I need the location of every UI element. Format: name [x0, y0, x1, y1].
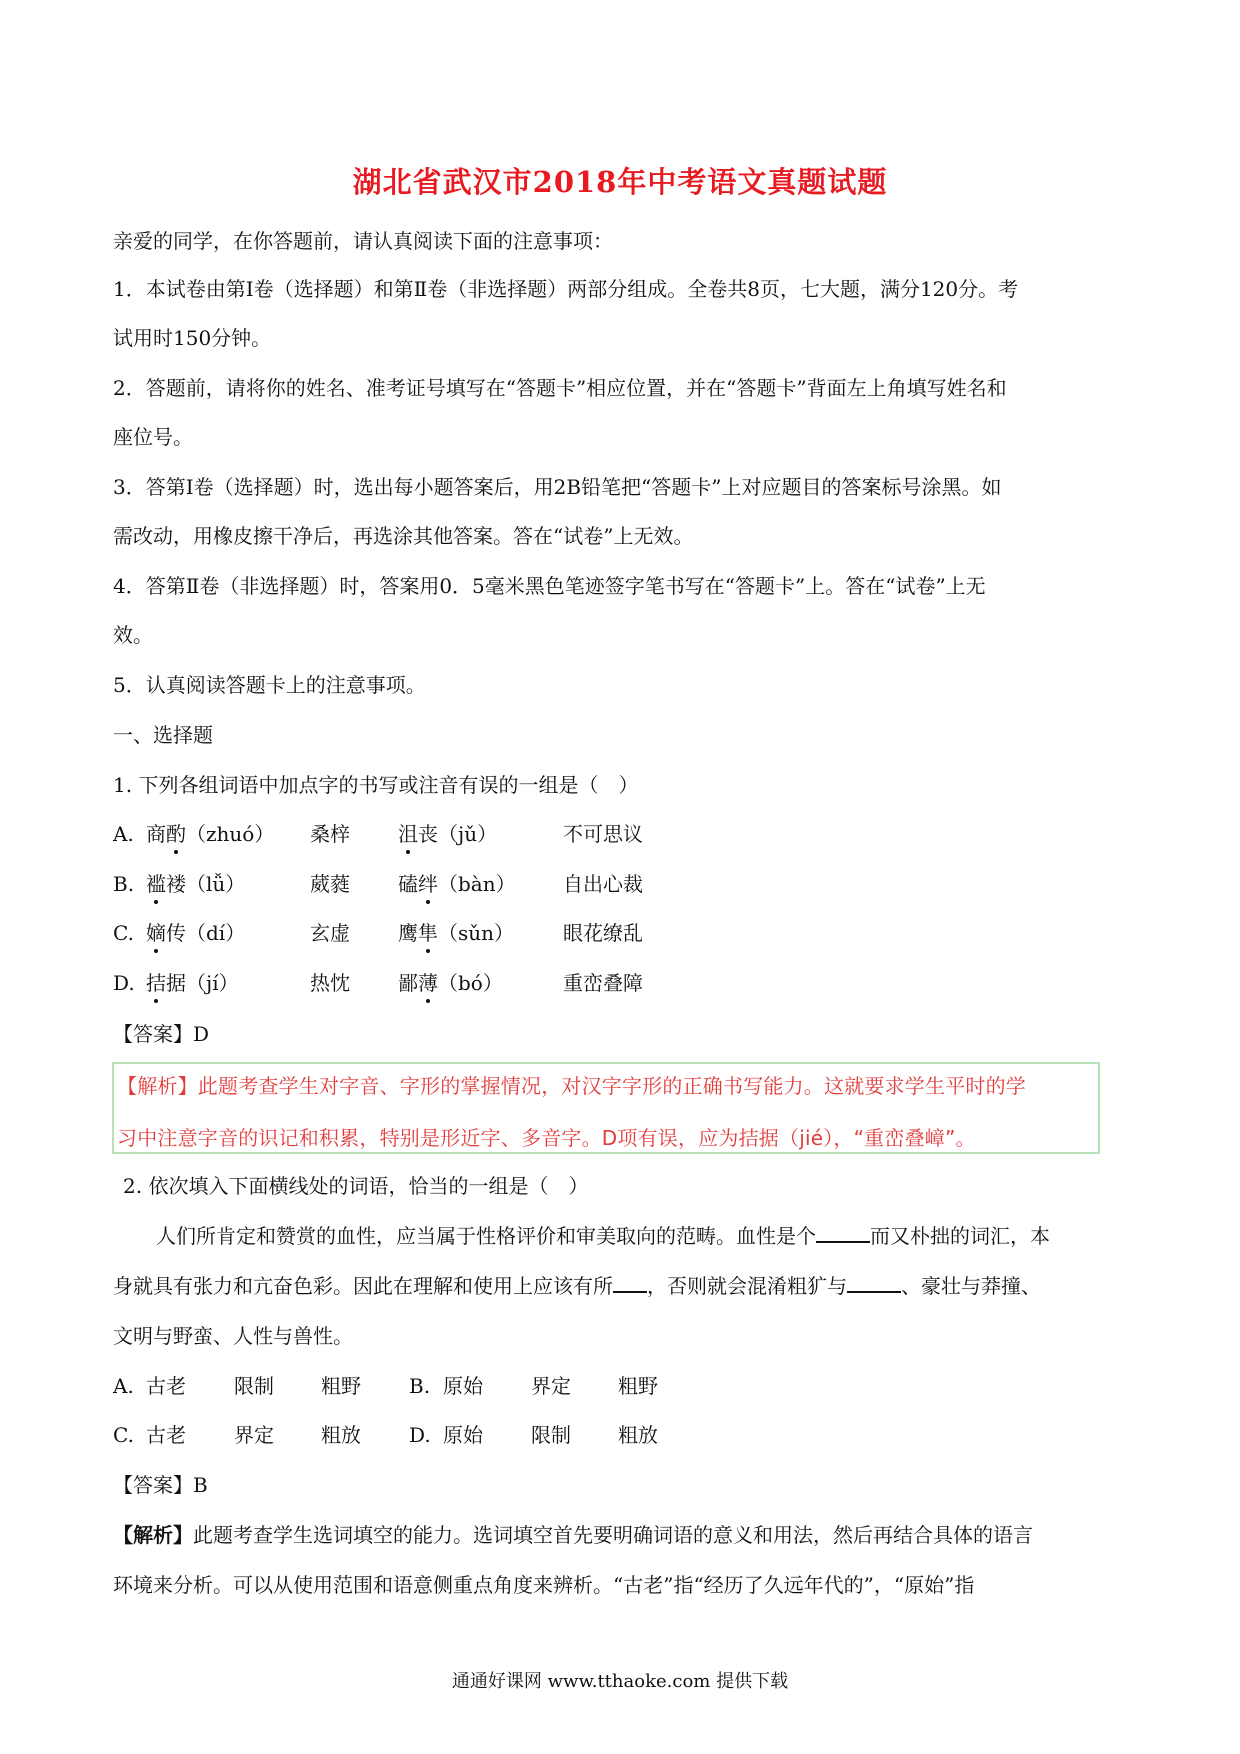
option-label: B. — [113, 872, 135, 896]
blank-3 — [847, 1273, 901, 1293]
option-word-1: 嫡传（dí） — [146, 921, 246, 945]
q2-answer: 【答案】B — [113, 1473, 208, 1497]
notice-5: 5．认真阅读答题卡上的注意事项。 — [113, 673, 426, 697]
option-label: C. — [113, 1423, 134, 1447]
notice-3-line1: 3．答第Ⅰ卷（选择题）时，选出每小题答案后，用2B铅笔把“答题卡”上对应题目的答案标号涂黑。如 — [113, 475, 1002, 499]
option-word-2: 玄虚 — [310, 921, 350, 945]
notice-3-line2: 需改动，用橡皮擦干净后，再选涂其他答案。答在“试卷”上无效。 — [113, 524, 694, 548]
option-word: 粗野 — [618, 1374, 658, 1398]
notice-2-line1: 2．答题前，请将你的姓名、准考证号填写在“答题卡”相应位置，并在“答题卡”背面左上角填写姓名和 — [113, 376, 1007, 400]
page-title: 湖北省武汉市2018年中考语文真题试题 — [352, 165, 888, 199]
option-word-1: 褴褛（lǚ） — [146, 872, 246, 896]
option-word-3: 鄙薄（bó） — [398, 971, 503, 995]
q1-stem: 1. 下列各组词语中加点字的书写或注音有误的一组是（ ） — [113, 773, 639, 797]
notice-4-line1: 4．答第Ⅱ卷（非选择题）时，答案用0．5毫米黑色笔迹签字笔书写在“答题卡”上。答在“试卷”上无 — [113, 574, 986, 598]
option-word-3: 鹰隼（sǔn） — [398, 921, 515, 945]
notice-1-line2: 试用时150分钟。 — [113, 326, 272, 350]
option-word-4: 不可思议 — [563, 822, 643, 846]
q2-passage-line2: 身就具有张力和亢奋色彩。因此在理解和使用上应该有所 ，否则就会混淆粗犷与 、豪壮与莽撞、 — [113, 1274, 1041, 1298]
q2-analysis-line2: 环境来分析。可以从使用范围和语意侧重点角度来辨析。“古老”指“经历了久远年代的”，“原始”指 — [113, 1573, 975, 1597]
option-word-2: 桑梓 — [310, 822, 350, 846]
option-label: C. — [113, 921, 134, 945]
blank-1 — [816, 1223, 870, 1243]
option-word-4: 重峦叠障 — [563, 971, 643, 995]
notice-4-line2: 效。 — [113, 623, 153, 647]
option-word: 粗放 — [321, 1423, 361, 1447]
option-word-1: 拮据（jí） — [146, 971, 239, 995]
option-word: 原始 — [443, 1423, 483, 1447]
section-heading: 一、选择题 — [113, 723, 213, 747]
option-word: 限制 — [234, 1374, 274, 1398]
footer-text: 通通好课网 www.tthaoke.com 提供下载 — [451, 1671, 789, 1692]
option-word-3: 沮丧（jǔ） — [398, 822, 498, 846]
option-word: 界定 — [531, 1374, 571, 1398]
option-word: 粗野 — [321, 1374, 361, 1398]
q1-analysis-line2: 习中注意字音的识记和积累，特别是形近字、多音字。D项有误，应为拮据（jié），“重峦叠嶂”。 — [117, 1126, 976, 1150]
intro-text: 亲爱的同学，在你答题前，请认真阅读下面的注意事项： — [113, 229, 613, 253]
notice-2-line2: 座位号。 — [113, 425, 193, 449]
option-word: 古老 — [146, 1423, 186, 1447]
option-word-4: 眼花缭乱 — [563, 921, 643, 945]
q2-passage-line1: 人们所肯定和赞赏的血性，应当属于性格评价和审美取向的范畴。血性是个 而又朴拙的词汇，本 — [156, 1224, 1050, 1248]
q2-stem: 2. 依次填入下面横线处的词语，恰当的一组是（ ） — [123, 1174, 589, 1198]
option-word: 原始 — [443, 1374, 483, 1398]
q1-analysis-box — [112, 1062, 1100, 1154]
option-label: D. — [409, 1423, 431, 1447]
q1-answer: 【答案】D — [113, 1022, 210, 1046]
q2-analysis-line1: 【解析】此题考查学生选词填空的能力。选词填空首先要明确词语的意义和用法，然后再结合具体的语言 — [113, 1523, 1033, 1547]
option-word-3: 磕绊（bàn） — [398, 872, 516, 896]
option-word: 古老 — [146, 1374, 186, 1398]
option-label: B. — [409, 1374, 431, 1398]
option-word-2: 葳蕤 — [310, 872, 350, 896]
q2-passage-line3: 文明与野蛮、人性与兽性。 — [113, 1324, 353, 1348]
q1-analysis-line1: 【解析】此题考查学生对字音、字形的掌握情况，对汉字字形的正确书写能力。这就要求学生平时的学 — [117, 1074, 1026, 1098]
option-word: 限制 — [531, 1423, 571, 1447]
option-word-2: 热忱 — [310, 971, 350, 995]
blank-2 — [613, 1273, 647, 1293]
notice-1-line1: 1．本试卷由第Ⅰ卷（选择题）和第Ⅱ卷（非选择题）两部分组成。全卷共8页，七大题，满分120分。考 — [113, 277, 1019, 301]
option-word-1: 商酌（zhuó） — [146, 822, 275, 846]
option-label: D. — [113, 971, 135, 995]
option-word: 界定 — [234, 1423, 274, 1447]
option-label: A. — [113, 1374, 134, 1398]
option-word: 粗放 — [618, 1423, 658, 1447]
option-word-4: 自出心裁 — [563, 872, 643, 896]
option-label: A. — [113, 822, 134, 846]
